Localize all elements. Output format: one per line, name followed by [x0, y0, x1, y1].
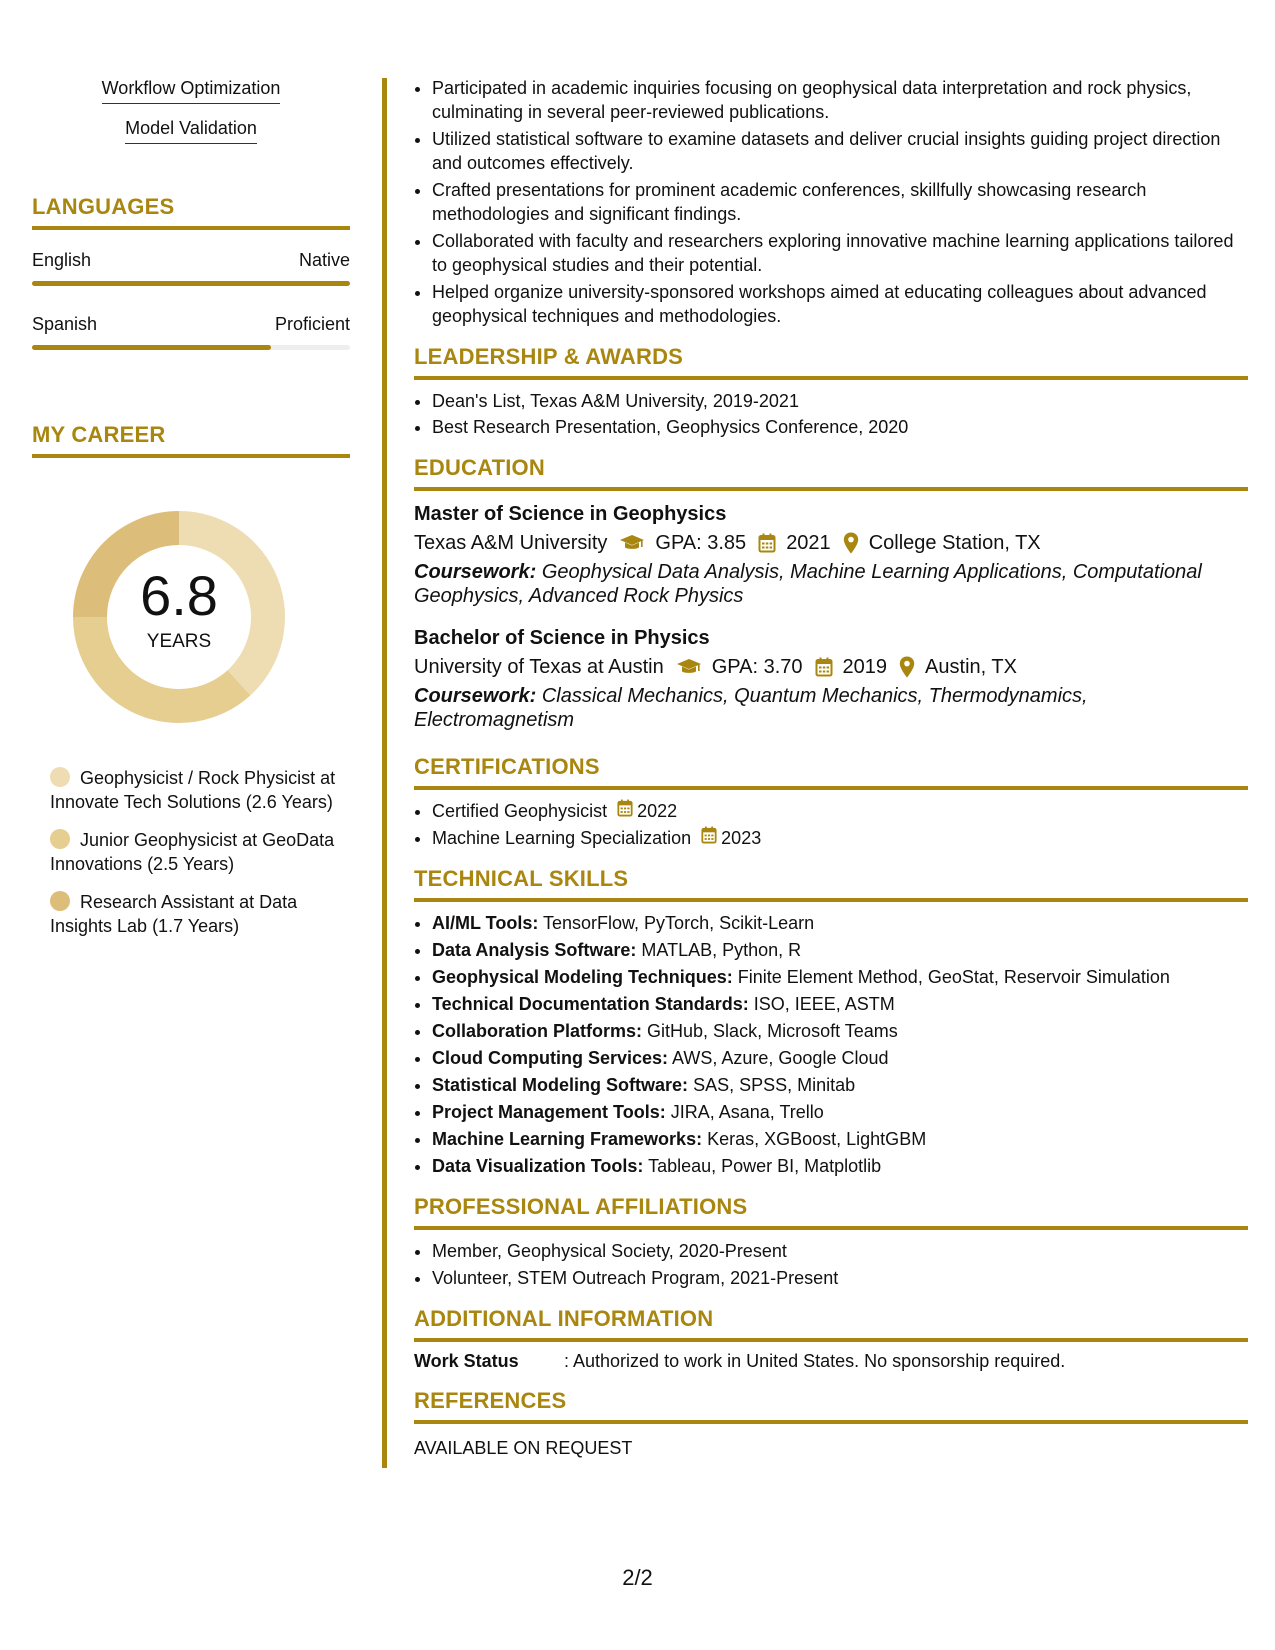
language-bar	[32, 345, 350, 350]
skill-label: Machine Learning Frameworks:	[432, 1129, 703, 1149]
career-section	[32, 422, 350, 938]
leadership-list	[414, 389, 1248, 439]
skill-label: Cloud Computing Services:	[432, 1048, 669, 1068]
education-details	[414, 528, 1248, 558]
coursework-text: Classical Mechanics, Quantum Mechanics, Thermodynamics, Electromagnetism	[414, 685, 1088, 731]
skill-label: Geophysical Modeling Techniques:	[432, 967, 733, 987]
skill-value: ISO, IEEE, ASTM	[753, 994, 895, 1014]
skill-item	[432, 1019, 1248, 1043]
skill-value: SAS, SPSS, Minitab	[693, 1075, 856, 1095]
technical-skills-section	[414, 866, 1248, 1178]
school-name: Texas A&M University	[414, 532, 608, 554]
skill-value: Keras, XGBoost, LightGBM	[707, 1129, 927, 1149]
certifications-section	[414, 754, 1248, 850]
experience-bullet: • Participated in academic inquiries focusing on geophysical data interpretation and rock physics, culminating in several peer-reviewed publications.	[432, 76, 1248, 124]
leadership-item: • Best Research Presentation, Geophysics Conference, 2020	[432, 415, 1248, 439]
affiliation-item: • Volunteer, STEM Outreach Program, 2021-Present	[432, 1266, 1248, 1290]
career-legend-dot	[50, 891, 70, 911]
experience-bullet: • Helped organize university-sponsored workshops aimed at educating colleagues about advanced geophysical techniques and methodologies.	[432, 280, 1248, 328]
skill-item	[432, 965, 1248, 989]
certifications-list	[414, 799, 1248, 850]
career-item	[50, 890, 340, 938]
school-location: Austin, TX	[925, 656, 1017, 678]
certification-name: Machine Learning Specialization	[432, 828, 692, 848]
coursework	[414, 560, 1248, 608]
affiliation-item: • Member, Geophysical Society, 2020-Present	[432, 1239, 1248, 1263]
language-bar	[32, 281, 350, 286]
language-name: Spanish	[32, 314, 98, 334]
skill-label: AI/ML Tools:	[432, 913, 539, 933]
section-title-languages: LANGUAGES	[32, 194, 350, 230]
skill-tag-label: Workflow Optimization	[102, 78, 281, 104]
donut-center	[66, 504, 292, 730]
skill-value: Finite Element Method, GeoStat, Reservoir Simulation	[737, 967, 1170, 987]
coursework	[414, 684, 1248, 732]
skill-item	[432, 1046, 1248, 1070]
map-pin-icon	[843, 532, 859, 554]
section-title-certifications: CERTIFICATIONS	[414, 754, 1248, 790]
career-total-years: 6.8	[140, 564, 218, 627]
certification-item	[432, 799, 1248, 823]
gpa: GPA: 3.70	[711, 656, 803, 678]
career-item	[50, 766, 340, 814]
career-item	[50, 828, 340, 876]
education-entry	[414, 500, 1248, 608]
calendar-icon	[758, 533, 776, 553]
school-name: University of Texas at Austin	[414, 656, 664, 678]
leadership-item: • Dean's List, Texas A&M University, 2019-2021	[432, 389, 1248, 413]
graduation-year: 2019	[842, 656, 888, 678]
section-title-education: EDUCATION	[414, 455, 1248, 491]
coursework-label: Coursework:	[414, 561, 537, 583]
school-location: College Station, TX	[868, 532, 1041, 554]
career-legend-dot	[50, 767, 70, 787]
references-section	[414, 1388, 1248, 1459]
work-status-label: Work Status	[414, 1351, 519, 1371]
skill-item	[432, 1073, 1248, 1097]
work-status-value: : Authorized to work in United States. No sponsorship required.	[564, 1351, 1066, 1371]
language-item	[32, 314, 350, 350]
certification-year: 2022	[637, 801, 678, 821]
certification-name: Certified Geophysicist	[432, 801, 608, 821]
skill-item	[432, 911, 1248, 935]
skill-label: Data Analysis Software:	[432, 940, 637, 960]
education-entry	[414, 624, 1248, 732]
experience-bullets	[414, 76, 1248, 328]
skill-item	[432, 992, 1248, 1016]
career-item-text: Geophysicist / Rock Physicist at Innovate Tech Solutions (2.6 Years)	[50, 768, 336, 812]
affiliations-section	[414, 1194, 1248, 1290]
language-level: Native	[298, 250, 350, 270]
skill-value: Tableau, Power BI, Matplotlib	[648, 1156, 882, 1176]
career-item-text: Research Assistant at Data Insights Lab (1.7 Years)	[50, 892, 298, 936]
coursework-label: Coursework:	[414, 685, 537, 707]
leadership-section	[414, 344, 1248, 439]
section-title-career: MY CAREER	[32, 422, 350, 458]
skill-value: TensorFlow, PyTorch, Scikit-Learn	[543, 913, 815, 933]
skill-tag-label: Model Validation	[125, 118, 257, 144]
calendar-icon	[701, 826, 721, 850]
graduation-cap-icon	[619, 534, 645, 552]
affiliations-list	[414, 1239, 1248, 1290]
skill-item	[432, 1154, 1248, 1178]
coursework-text: Geophysical Data Analysis, Machine Learning Applications, Computational Geophysics, Advanced Rock Physics	[414, 561, 1202, 607]
calendar-icon	[617, 799, 637, 823]
skill-value: MATLAB, Python, R	[641, 940, 802, 960]
languages-section	[32, 194, 350, 350]
language-bar-fill	[32, 345, 271, 350]
technical-skills-list	[414, 911, 1248, 1178]
experience-bullet: • Utilized statistical software to examine datasets and deliver crucial insights guiding project direction and outcomes effectively.	[432, 127, 1248, 175]
career-item-text: Junior Geophysicist at GeoData Innovations (2.5 Years)	[50, 830, 335, 874]
gpa: GPA: 3.85	[655, 532, 747, 554]
column-divider	[382, 78, 387, 1468]
career-legend-dot	[50, 829, 70, 849]
skill-label: Collaboration Platforms:	[432, 1021, 643, 1041]
section-title-affiliations: PROFESSIONAL AFFILIATIONS	[414, 1194, 1248, 1230]
language-bar-fill	[32, 281, 350, 286]
language-level: Proficient	[274, 314, 350, 334]
section-title-technical-skills: TECHNICAL SKILLS	[414, 866, 1248, 902]
references-text: AVAILABLE ON REQUEST	[414, 1438, 633, 1458]
right-column	[414, 78, 1248, 1459]
section-title-additional-info: ADDITIONAL INFORMATION	[414, 1306, 1248, 1342]
experience-bullet: • Collaborated with faculty and researchers exploring innovative machine learning applications tailored to geophysical studies and their potential.	[432, 229, 1248, 277]
skill-label: Project Management Tools:	[432, 1102, 666, 1122]
skill-value: AWS, Azure, Google Cloud	[672, 1048, 889, 1068]
skill-item	[432, 938, 1248, 962]
career-total-unit: YEARS	[146, 631, 212, 652]
graduation-cap-icon	[676, 658, 702, 676]
experience-bullet: • Crafted presentations for prominent academic conferences, skillfully showcasing research methodologies and significant findings.	[432, 178, 1248, 226]
skill-label: Technical Documentation Standards:	[432, 994, 749, 1014]
left-column	[32, 78, 350, 952]
skill-item	[432, 1127, 1248, 1151]
skill-tag	[32, 118, 350, 144]
degree-title: Master of Science in Geophysics	[414, 503, 727, 525]
education-section	[414, 455, 1248, 732]
graduation-year: 2021	[786, 532, 831, 554]
calendar-icon	[815, 657, 833, 677]
certification-year: 2023	[721, 828, 762, 848]
map-pin-icon	[899, 656, 915, 678]
education-details	[414, 652, 1248, 682]
section-title-leadership: LEADERSHIP & AWARDS	[414, 344, 1248, 380]
work-status-row	[414, 1351, 1248, 1372]
career-donut-chart	[66, 504, 292, 730]
additional-info-section	[414, 1306, 1248, 1372]
certification-item	[432, 826, 1248, 850]
career-list	[50, 766, 340, 938]
skill-value: GitHub, Slack, Microsoft Teams	[647, 1021, 898, 1041]
page-number: 2/2	[622, 1565, 653, 1590]
section-title-references: REFERENCES	[414, 1388, 1248, 1424]
skill-tag	[32, 78, 350, 104]
skill-value: JIRA, Asana, Trello	[670, 1102, 824, 1122]
skill-item	[432, 1100, 1248, 1124]
skill-label: Data Visualization Tools:	[432, 1156, 644, 1176]
language-item	[32, 250, 350, 286]
skill-label: Statistical Modeling Software:	[432, 1075, 689, 1095]
degree-title: Bachelor of Science in Physics	[414, 627, 710, 649]
language-name: English	[32, 250, 92, 270]
